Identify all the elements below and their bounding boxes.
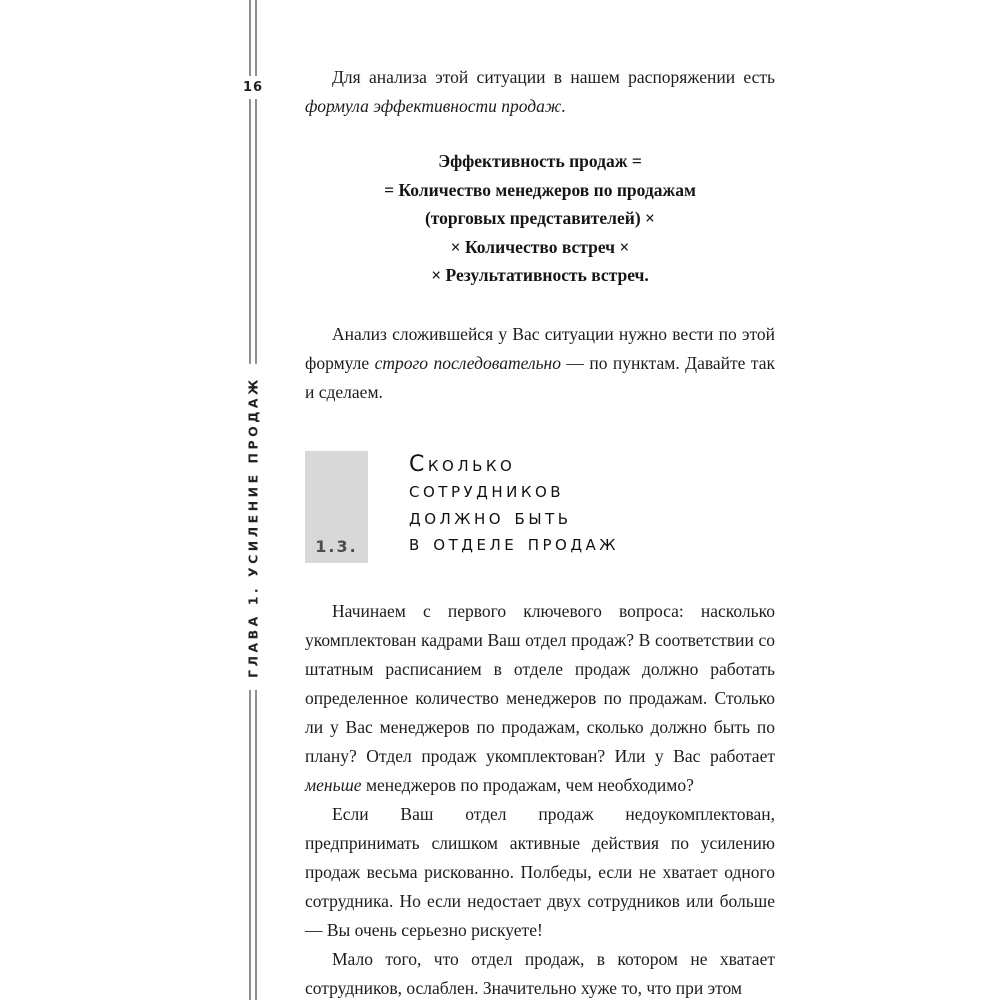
page-number: 16: [241, 76, 265, 99]
section-number-box: [305, 451, 368, 563]
paragraph-question: Начинаем с первого ключевого вопроса: насколько укомплектован кадрами Ваш отдел продаж? В соответствии со штатным расписанием в отделе продаж должно работать определенное количество менеджеров по продажам. Столько ли у Вас менеджеров по продажам, сколько должно быть по плану? Отдел продаж укомплектован? Или у Вас работает меньше менеджеров по продажам, чем необходимо?: [305, 600, 775, 795]
formula-block: Эффективность продаж = = Количество менеджеров по продажам (торговых представителей) × × Количество встреч × × Результативность встреч.: [384, 151, 696, 285]
section-title: Сколько сотрудников должно быть в отделе продаж: [409, 451, 619, 556]
paragraph-intro: Для анализа этой ситуации в нашем распоряжении есть формула эффективности продаж.: [305, 67, 775, 116]
paragraph-weakened: Мало того, что отдел продаж, в котором не хватает сотрудников, ослаблен. Значительно хуже то, что при этом: [305, 948, 775, 998]
section-heading: [305, 451, 775, 563]
chapter-vertical-label: ГЛАВА 1. УСИЛЕНИЕ ПРОДАЖ: [238, 364, 269, 690]
paragraph-risk: Если Ваш отдел продаж недоукомплектован, предпринимать слишком активные действия по усилению продаж весьма рискованно. Полбеды, если не хватает одного сотрудника. Но если недостает двух сотрудников или больше — Вы очень серьезно рискуете!: [305, 803, 775, 940]
section-number: 1.3.: [315, 536, 358, 556]
page-content: [305, 63, 775, 1000]
paragraph-analysis: Анализ сложившейся у Вас ситуации нужно вести по этой формуле строго последовательно — по пунктам. Давайте так и сделаем.: [305, 323, 775, 402]
